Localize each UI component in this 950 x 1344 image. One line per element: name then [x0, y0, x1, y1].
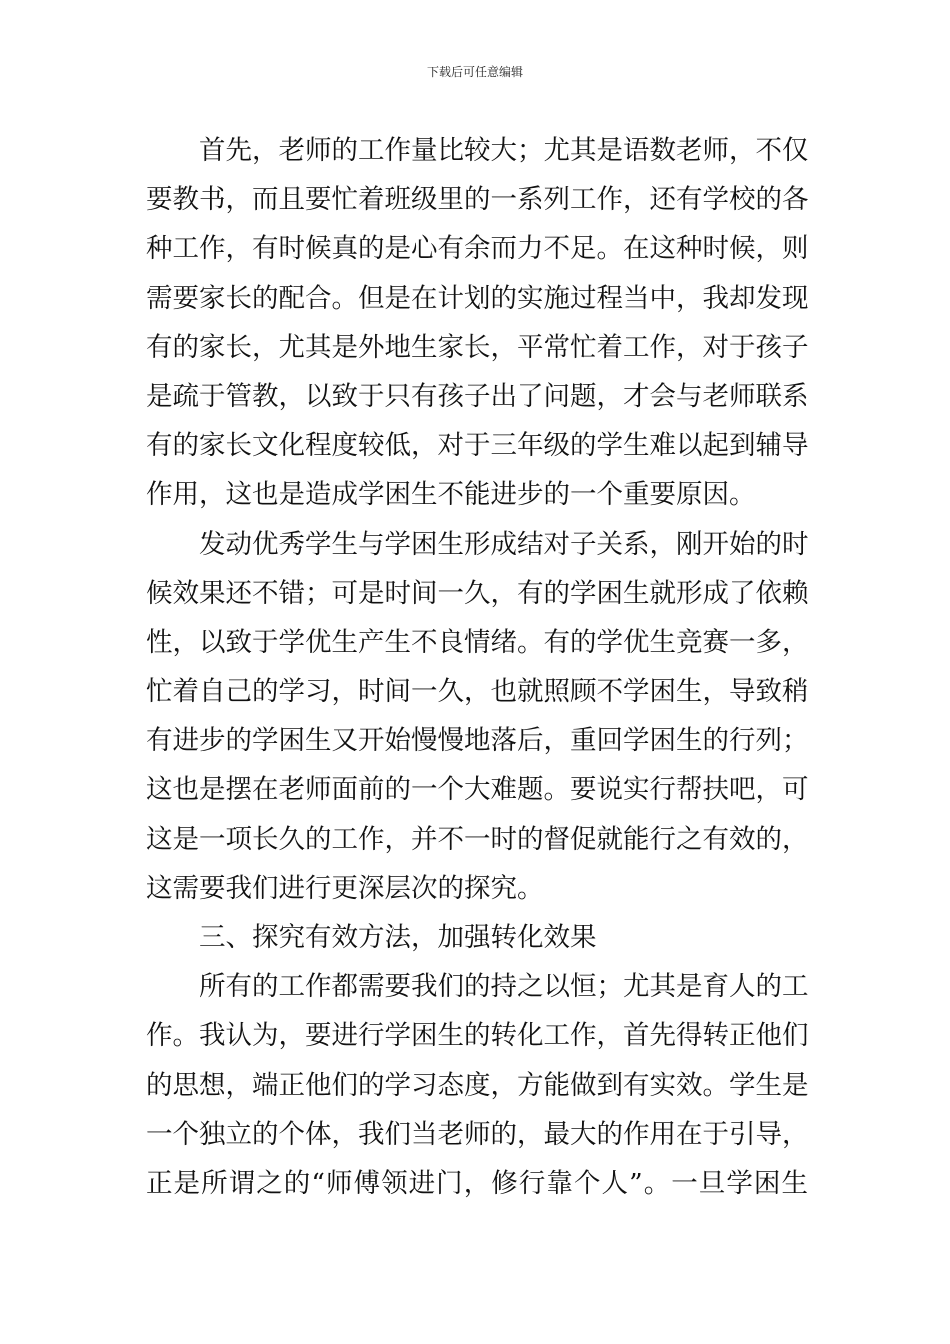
text-line: 所有的工作都需要我们的持之以恒；尤其是育人的工 — [199, 971, 809, 1003]
text-line: 有的家长，尤其是外地生家长，平常忙着工作，对于孩子 — [146, 331, 809, 363]
text-line: 性，以致于学优生产生不良情绪。有的学优生竞赛一多， — [146, 626, 809, 658]
text-line: 要教书，而且要忙着班级里的一系列工作，还有学校的各 — [146, 184, 809, 216]
paragraph-persistence — [146, 962, 808, 1208]
text-line: 这也是摆在老师面前的一个大难题。要说实行帮扶吧，可 — [146, 774, 809, 806]
paragraph-workload — [146, 126, 808, 520]
text-line: 是疏于管教，以致于只有孩子出了问题，才会与老师联系 — [146, 380, 809, 412]
text-line: 忙着自己的学习，时间一久，也就照顾不学困生，导致稍 — [146, 676, 809, 708]
paragraph-pairing — [146, 520, 808, 914]
text-line: 作。我认为，要进行学困生的转化工作，首先得转正他们 — [146, 1020, 809, 1052]
page-header-note: 下载后可任意编辑 — [426, 65, 523, 79]
text-line: 一个独立的个体，我们当老师的，最大的作用在于引导， — [146, 1118, 809, 1150]
text-line: 这是一项长久的工作，并不一时的督促就能行之有效的， — [146, 823, 809, 855]
text-line: 作用，这也是造成学困生不能进步的一个重要原因。 — [146, 479, 756, 511]
text-line: 有进步的学困生又开始慢慢地落后，重回学困生的行列； — [146, 725, 809, 757]
section-heading — [146, 913, 808, 962]
text-line: 正是所谓之的“师傅领进门，修行靠个人”。一旦学困生 — [146, 1167, 808, 1199]
text-line: 种工作，有时候真的是心有余而力不足。在这种时候，则 — [146, 233, 809, 265]
text-line: 首先，老师的工作量比较大；尤其是语数老师，不仅 — [199, 135, 809, 166]
text-line: 需要家长的配合。但是在计划的实施过程当中，我却发现 — [146, 282, 809, 314]
text-line: 的思想，端正他们的学习态度，方能做到有实效。学生是 — [146, 1069, 809, 1101]
text-line: 发动优秀学生与学困生形成结对子关系，刚开始的时 — [199, 528, 809, 560]
text-line: 这需要我们进行更深层次的探究。 — [146, 872, 544, 904]
document-body — [146, 126, 808, 1208]
text-line: 候效果还不错；可是时间一久，有的学困生就形成了依赖 — [146, 577, 809, 609]
heading-line: 三、探究有效方法，加强转化效果 — [199, 922, 597, 953]
text-line: 有的家长文化程度较低，对于三年级的学生难以起到辅导 — [146, 430, 809, 462]
